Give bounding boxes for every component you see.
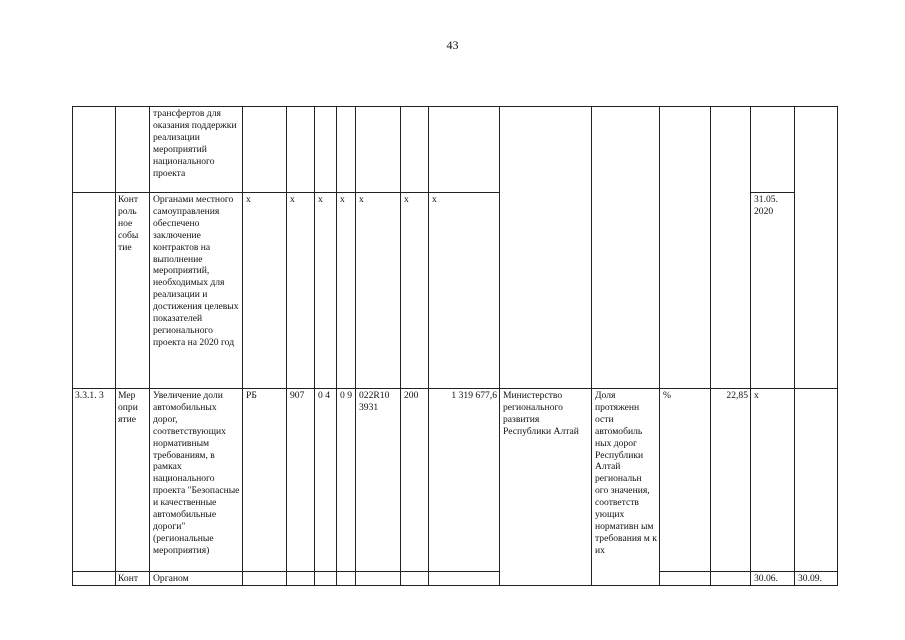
cell-rz — [315, 572, 337, 586]
cell-name: трансфертов для оказания поддержки реализации мероприятий национального проекта — [150, 107, 243, 193]
cell-number — [73, 193, 116, 389]
cell-indicator: Доля протяженн ости автомобиль ных дорог Республики Алтай региональн ого значения, соответств ующих нормативн ым требования м к их — [592, 389, 660, 586]
cell-source — [243, 107, 287, 193]
cell-unit: % — [660, 389, 711, 572]
table-row — [73, 572, 838, 586]
cell-number: 3.3.1. 3 — [73, 389, 116, 572]
cell-source — [243, 572, 287, 586]
cell-type: Конт — [116, 572, 150, 586]
table-row — [73, 389, 838, 572]
cell-pr: 0 9 — [337, 389, 356, 572]
cell-executor — [500, 107, 592, 389]
cell-amount: 1 319 677,6 — [429, 389, 500, 572]
cell-type: Мер опри ятие — [116, 389, 150, 572]
cell-value — [711, 572, 751, 586]
cell-csr — [356, 107, 401, 193]
cell-csr — [356, 572, 401, 586]
cell-date-start: 30.06. — [751, 572, 795, 586]
cell-value — [711, 107, 751, 389]
cell-amount — [429, 107, 500, 193]
cell-source: РБ — [243, 389, 287, 572]
cell-gr: 907 — [287, 389, 315, 572]
cell-csr: x — [356, 193, 401, 389]
cell-vr: x — [401, 193, 429, 389]
cell-pr — [337, 107, 356, 193]
cell-csr: 022R10 3931 — [356, 389, 401, 572]
cell-rz: x — [315, 193, 337, 389]
cell-amount: x — [429, 193, 500, 389]
cell-date-start: 31.05. 2020 — [751, 193, 795, 389]
cell-rz: 0 4 — [315, 389, 337, 572]
table-row — [73, 107, 838, 193]
cell-gr: x — [287, 193, 315, 389]
cell-rz — [315, 107, 337, 193]
cell-gr — [287, 572, 315, 586]
cell-date-end — [795, 389, 838, 572]
cell-date-start: x — [751, 389, 795, 572]
cell-date-end — [795, 107, 838, 389]
cell-gr — [287, 107, 315, 193]
cell-vr: 200 — [401, 389, 429, 572]
cell-vr — [401, 572, 429, 586]
cell-unit — [660, 572, 711, 586]
cell-type: Конт роль ное собы тие — [116, 193, 150, 389]
cell-number — [73, 572, 116, 586]
cell-name: Органами местного самоуправления обеспечено заключение контрактов на выполнение мероприятий, необходимых для реализации и достижения целевых показателей регионального проекта на 2020 год — [150, 193, 243, 389]
cell-name: Органом — [150, 572, 243, 586]
cell-pr: x — [337, 193, 356, 389]
cell-indicator — [592, 107, 660, 389]
cell-unit — [660, 107, 711, 389]
cell-pr — [337, 572, 356, 586]
cell-vr — [401, 107, 429, 193]
cell-type — [116, 107, 150, 193]
cell-date-end: 30.09. — [795, 572, 838, 586]
cell-name: Увеличение доли автомобильных дорог, соответствующих нормативным требованиям, в рамках национального проекта "Безопасные и качественные автомобильные дороги" (региональные мероприятия) — [150, 389, 243, 572]
cell-number — [73, 107, 116, 193]
cell-value: 22,85 — [711, 389, 751, 572]
page-number: 43 — [446, 38, 459, 52]
cell-amount — [429, 572, 500, 586]
cell-executor: Министерство регионального развития Республики Алтай — [500, 389, 592, 586]
cell-date-start — [751, 107, 795, 193]
cell-source: x — [243, 193, 287, 389]
program-measures-table — [72, 106, 838, 586]
